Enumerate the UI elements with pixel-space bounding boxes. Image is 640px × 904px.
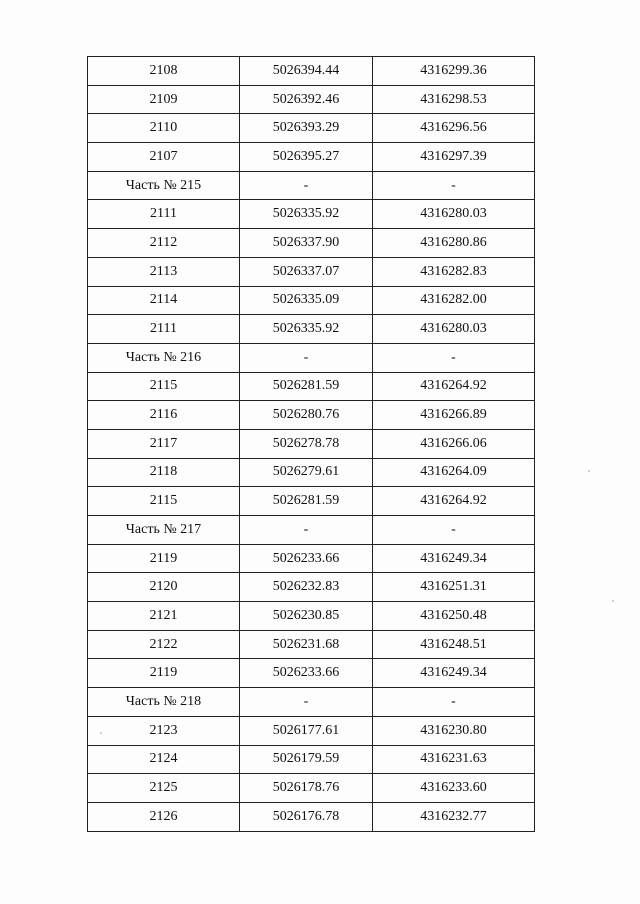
x-coordinate-cell: 5026177.61 — [240, 716, 373, 745]
x-coordinate-cell: 5026278.78 — [240, 429, 373, 458]
y-coordinate-cell: 4316232.77 — [373, 802, 535, 831]
table-row — [88, 143, 535, 172]
y-coordinate-cell: 4316230.80 — [373, 716, 535, 745]
point-number-cell: 2125 — [88, 774, 240, 803]
section-header-row — [88, 516, 535, 545]
table-row — [88, 85, 535, 114]
y-coordinate-cell: 4316266.89 — [373, 401, 535, 430]
y-coordinate-cell: 4316264.09 — [373, 458, 535, 487]
scan-speck — [612, 600, 614, 602]
y-coordinate-cell: 4316231.63 — [373, 745, 535, 774]
x-coordinate-cell: 5026176.78 — [240, 802, 373, 831]
x-coordinate-cell: 5026281.59 — [240, 487, 373, 516]
point-number-cell: 2122 — [88, 630, 240, 659]
x-coordinate-cell: 5026394.44 — [240, 57, 373, 86]
y-coordinate-cell: 4316251.31 — [373, 573, 535, 602]
y-coordinate-cell: 4316296.56 — [373, 114, 535, 143]
y-coordinate-cell: 4316282.00 — [373, 286, 535, 315]
point-number-cell: 2126 — [88, 802, 240, 831]
point-number-cell: 2120 — [88, 573, 240, 602]
point-number-cell: 2117 — [88, 429, 240, 458]
x-coordinate-cell: 5026395.27 — [240, 143, 373, 172]
y-coordinate-cell: 4316280.03 — [373, 315, 535, 344]
section-header-row — [88, 688, 535, 717]
x-coordinate-cell: 5026392.46 — [240, 85, 373, 114]
table-row — [88, 774, 535, 803]
x-coordinate-cell: - — [240, 343, 373, 372]
y-coordinate-cell: 4316280.86 — [373, 229, 535, 258]
table-row — [88, 401, 535, 430]
point-number-cell: 2107 — [88, 143, 240, 172]
table-row — [88, 315, 535, 344]
x-coordinate-cell: - — [240, 516, 373, 545]
table-row — [88, 458, 535, 487]
point-number-cell: 2110 — [88, 114, 240, 143]
x-coordinate-cell: 5026335.92 — [240, 315, 373, 344]
section-header-row — [88, 343, 535, 372]
x-coordinate-cell: 5026337.90 — [240, 229, 373, 258]
section-label-cell: Часть № 217 — [88, 516, 240, 545]
y-coordinate-cell: 4316280.03 — [373, 200, 535, 229]
point-number-cell: 2108 — [88, 57, 240, 86]
point-number-cell: 2116 — [88, 401, 240, 430]
point-number-cell: 2119 — [88, 659, 240, 688]
point-number-cell: 2113 — [88, 257, 240, 286]
y-coordinate-cell: 4316264.92 — [373, 372, 535, 401]
x-coordinate-cell: 5026335.09 — [240, 286, 373, 315]
point-number-cell: 2109 — [88, 85, 240, 114]
x-coordinate-cell: 5026233.66 — [240, 659, 373, 688]
coordinates-table-body — [88, 57, 535, 832]
y-coordinate-cell: 4316266.06 — [373, 429, 535, 458]
y-coordinate-cell: - — [373, 343, 535, 372]
y-coordinate-cell: 4316298.53 — [373, 85, 535, 114]
y-coordinate-cell: 4316249.34 — [373, 544, 535, 573]
table-row — [88, 602, 535, 631]
point-number-cell: 2112 — [88, 229, 240, 258]
table-row — [88, 544, 535, 573]
table-row — [88, 257, 535, 286]
section-label-cell: Часть № 218 — [88, 688, 240, 717]
point-number-cell: 2115 — [88, 487, 240, 516]
y-coordinate-cell: 4316250.48 — [373, 602, 535, 631]
table-row — [88, 229, 535, 258]
x-coordinate-cell: 5026178.76 — [240, 774, 373, 803]
point-number-cell: 2111 — [88, 200, 240, 229]
section-label-cell: Часть № 216 — [88, 343, 240, 372]
y-coordinate-cell: 4316264.92 — [373, 487, 535, 516]
x-coordinate-cell: - — [240, 171, 373, 200]
y-coordinate-cell: 4316233.60 — [373, 774, 535, 803]
table-row — [88, 372, 535, 401]
table-row — [88, 802, 535, 831]
y-coordinate-cell: 4316299.36 — [373, 57, 535, 86]
table-row — [88, 429, 535, 458]
scan-speck — [100, 732, 102, 734]
point-number-cell: 2121 — [88, 602, 240, 631]
table-row — [88, 659, 535, 688]
x-coordinate-cell: 5026179.59 — [240, 745, 373, 774]
x-coordinate-cell: 5026232.83 — [240, 573, 373, 602]
y-coordinate-cell: 4316248.51 — [373, 630, 535, 659]
x-coordinate-cell: 5026280.76 — [240, 401, 373, 430]
y-coordinate-cell: - — [373, 516, 535, 545]
point-number-cell: 2114 — [88, 286, 240, 315]
point-number-cell: 2111 — [88, 315, 240, 344]
x-coordinate-cell: 5026335.92 — [240, 200, 373, 229]
x-coordinate-cell: 5026393.29 — [240, 114, 373, 143]
section-label-cell: Часть № 215 — [88, 171, 240, 200]
y-coordinate-cell: - — [373, 171, 535, 200]
point-number-cell: 2123 — [88, 716, 240, 745]
table-row — [88, 573, 535, 602]
x-coordinate-cell: 5026337.07 — [240, 257, 373, 286]
point-number-cell: 2124 — [88, 745, 240, 774]
y-coordinate-cell: 4316282.83 — [373, 257, 535, 286]
x-coordinate-cell: 5026231.68 — [240, 630, 373, 659]
y-coordinate-cell: 4316297.39 — [373, 143, 535, 172]
x-coordinate-cell: 5026279.61 — [240, 458, 373, 487]
table-row — [88, 286, 535, 315]
section-header-row — [88, 171, 535, 200]
table-row — [88, 200, 535, 229]
coordinates-table — [87, 56, 535, 832]
point-number-cell: 2119 — [88, 544, 240, 573]
table-row — [88, 487, 535, 516]
scan-speck — [588, 470, 590, 472]
point-number-cell: 2118 — [88, 458, 240, 487]
table-row — [88, 630, 535, 659]
x-coordinate-cell: 5026233.66 — [240, 544, 373, 573]
table-row — [88, 716, 535, 745]
table-row — [88, 114, 535, 143]
x-coordinate-cell: 5026281.59 — [240, 372, 373, 401]
x-coordinate-cell: 5026230.85 — [240, 602, 373, 631]
x-coordinate-cell: - — [240, 688, 373, 717]
point-number-cell: 2115 — [88, 372, 240, 401]
y-coordinate-cell: - — [373, 688, 535, 717]
table-row — [88, 57, 535, 86]
table-row — [88, 745, 535, 774]
y-coordinate-cell: 4316249.34 — [373, 659, 535, 688]
